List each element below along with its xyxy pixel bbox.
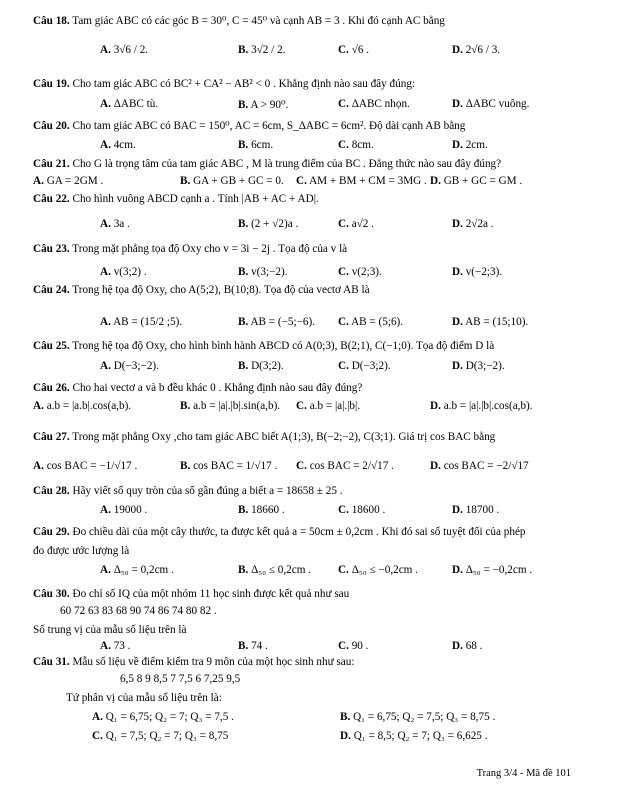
- answer-option[interactable]: [238, 316, 315, 328]
- question-text: Mẫu số liệu về điểm kiểm tra 9 môn của một học sinh như sau:: [69, 656, 355, 668]
- option-letter: A.: [100, 139, 111, 151]
- option-letter: D.: [452, 139, 463, 151]
- option-text: 2√6 / 3.: [462, 44, 501, 56]
- option-letter: D.: [452, 564, 463, 576]
- answer-option[interactable]: [100, 640, 130, 652]
- option-text: D(−3;−2).: [110, 360, 159, 372]
- question-number: Câu 20.: [33, 120, 70, 132]
- question-number: Câu 29.: [33, 526, 70, 538]
- option-letter: B.: [238, 139, 249, 151]
- option-text: 2√2a .: [462, 218, 494, 230]
- answer-option[interactable]: [430, 175, 522, 187]
- option-letter: B.: [180, 175, 191, 187]
- option-letter: A.: [100, 44, 111, 56]
- question-text: Trong hệ tọa độ Oxy, cho A(5;2), B(10;8). Tọa độ của vectơ AB là: [69, 284, 370, 296]
- question-text: Đo chỉ số IQ của một nhóm 11 học sinh được kết quả như sau: [69, 588, 350, 600]
- option-letter: B.: [180, 460, 191, 472]
- option-text: ΔABC nhọn.: [348, 98, 410, 110]
- option-letter: D.: [452, 218, 463, 230]
- option-letter: C.: [92, 730, 103, 742]
- option-text: D(3;2).: [248, 360, 284, 372]
- option-text: AB = (15/2 ;5).: [110, 316, 183, 328]
- answer-option[interactable]: [452, 44, 500, 56]
- answer-option[interactable]: [430, 460, 529, 472]
- page-footer: Trang 3/4 - Mã đề 101: [476, 768, 571, 779]
- option-letter: A.: [100, 564, 111, 576]
- option-text: 4cm.: [110, 139, 136, 151]
- option-text: 6cm.: [248, 139, 274, 151]
- option-letter: B.: [238, 564, 249, 576]
- option-letter: A.: [33, 175, 44, 187]
- question-stem: [33, 158, 501, 170]
- option-text: a.b = |a|.|b|.sin(a,b).: [190, 400, 281, 412]
- question-text: Trong mặt phẳng Oxy ,cho tam giác ABC biết A(1;3), B(−2;−2), C(3;1). Giá trị cos BAC bằng: [69, 431, 496, 443]
- answer-option[interactable]: [100, 564, 174, 576]
- option-text: Δ₅₀ = −0,2cm .: [462, 564, 533, 576]
- option-letter: A.: [92, 711, 103, 723]
- option-letter: B.: [238, 316, 249, 328]
- question-stem: [33, 485, 343, 497]
- answer-option[interactable]: [92, 730, 228, 742]
- option-text: D(3;−2).: [462, 360, 505, 372]
- option-text: 3√2 / 2.: [248, 44, 286, 56]
- answer-option[interactable]: [338, 139, 374, 151]
- question-stem: [33, 431, 495, 443]
- option-letter: D.: [452, 504, 463, 516]
- question-stem: [33, 588, 349, 600]
- answer-option[interactable]: [338, 44, 369, 56]
- option-text: v(3;2) .: [110, 266, 147, 278]
- option-letter: C.: [338, 564, 349, 576]
- option-text: 3√6 / 2.: [110, 44, 149, 56]
- option-letter: B.: [180, 400, 191, 412]
- option-text: v(3;−2).: [248, 266, 288, 278]
- answer-option[interactable]: [452, 504, 499, 516]
- question-text: Cho G là trọng tâm của tam giác ABC , M là trung điểm của BC . Đẳng thức nào sau đây đúng?: [69, 158, 502, 170]
- question-number: Câu 30.: [33, 588, 70, 600]
- question-number: Câu 25.: [33, 340, 70, 352]
- option-letter: B.: [238, 504, 249, 516]
- question-number: Câu 24.: [33, 284, 70, 296]
- option-text: cos BAC = −2/√17: [440, 460, 529, 472]
- answer-option[interactable]: [100, 360, 159, 372]
- option-text: AB = (−5;−6).: [248, 316, 316, 328]
- question-number: Câu 27.: [33, 431, 70, 443]
- question-number: Câu 28.: [33, 485, 70, 497]
- option-letter: C.: [338, 44, 349, 56]
- question-extra-text: 60 72 63 83 68 90 74 86 74 80 82 .: [60, 605, 217, 617]
- option-letter: A.: [100, 98, 111, 110]
- option-text: D(−3;2).: [348, 360, 391, 372]
- option-letter: A.: [100, 360, 111, 372]
- option-letter: B.: [238, 44, 249, 56]
- answer-option[interactable]: [338, 360, 391, 372]
- answer-option[interactable]: [238, 139, 273, 151]
- option-letter: D.: [452, 360, 463, 372]
- question-stem: [33, 284, 370, 296]
- option-text: 8cm.: [348, 139, 374, 151]
- answer-option[interactable]: [340, 730, 488, 742]
- answer-option[interactable]: [100, 139, 136, 151]
- answer-option[interactable]: [238, 360, 284, 372]
- option-text: 18600 .: [348, 504, 386, 516]
- option-text: AB = (15;10).: [462, 316, 529, 328]
- option-letter: C.: [338, 640, 349, 652]
- answer-option[interactable]: [452, 316, 528, 328]
- option-text: AB = (5;6).: [348, 316, 404, 328]
- option-letter: A.: [100, 266, 111, 278]
- option-letter: A.: [33, 460, 44, 472]
- option-letter: B.: [238, 640, 249, 652]
- option-text: cos BAC = 2/√17 .: [306, 460, 394, 472]
- question-extra-text: Số trung vị của mẫu số liệu trên là: [33, 624, 187, 636]
- question-number: Câu 22.: [33, 193, 70, 205]
- option-text: GB + GC = GM .: [440, 175, 523, 187]
- option-letter: A.: [100, 316, 111, 328]
- option-letter: B.: [238, 266, 249, 278]
- option-letter: B.: [238, 99, 249, 111]
- question-extra-text: Tứ phân vị của mẫu số liệu trên là:: [66, 692, 222, 704]
- answer-option[interactable]: [180, 175, 284, 187]
- option-text: 90 .: [348, 640, 369, 652]
- option-letter: C.: [338, 266, 349, 278]
- option-text: cos BAC = 1/√17 .: [190, 460, 278, 472]
- question-text: Cho tam giác ABC có BC² + CA² − AB² < 0 . Khẳng định nào sau đây đúng:: [69, 78, 416, 90]
- question-stem: [33, 382, 362, 394]
- option-letter: C.: [338, 360, 349, 372]
- answer-option[interactable]: [33, 175, 103, 187]
- option-letter: D.: [452, 266, 463, 278]
- question-text: Trong mặt phẳng tọa độ Oxy cho v = 3i − 2j . Tọa độ của v là: [69, 243, 348, 255]
- question-text: Hãy viết số quy tròn của số gần đúng a biết a = 18658 ± 25 .: [69, 485, 343, 497]
- question-stem: [33, 119, 465, 132]
- option-letter: C.: [296, 175, 307, 187]
- option-text: A > 90⁰.: [248, 99, 289, 111]
- option-text: a.b = |a|.|b|.: [306, 400, 361, 412]
- option-letter: D.: [430, 175, 441, 187]
- answer-option[interactable]: [338, 640, 368, 652]
- question-stem: [33, 340, 494, 352]
- question-number: Câu 23.: [33, 243, 70, 255]
- option-letter: A.: [100, 218, 111, 230]
- answer-option[interactable]: [338, 564, 418, 576]
- question-stem: [33, 14, 445, 27]
- answer-option[interactable]: [100, 44, 148, 56]
- answer-option[interactable]: [430, 400, 533, 412]
- question-stem: [33, 193, 319, 205]
- option-text: GA + GB + GC = 0.: [190, 175, 284, 187]
- option-text: 19000 .: [110, 504, 148, 516]
- option-text: Δ₅₀ ≤ 0,2cm .: [248, 564, 312, 576]
- question-text: Cho hai vectơ a và b đều khác 0 . Khẳng định nào sau đây đúng?: [69, 382, 363, 394]
- answer-option[interactable]: [296, 175, 427, 187]
- option-letter: D.: [340, 730, 351, 742]
- option-letter: C.: [296, 460, 307, 472]
- question-extra-text: 6,5 8 9 8,5 7 7,5 6 7,25 9,5: [120, 673, 241, 685]
- option-letter: B.: [238, 218, 249, 230]
- answer-option[interactable]: [338, 98, 410, 110]
- option-letter: D.: [452, 98, 463, 110]
- answer-option[interactable]: [238, 564, 311, 576]
- option-text: 68 .: [462, 640, 483, 652]
- option-letter: D.: [452, 316, 463, 328]
- question-number: Câu 19.: [33, 78, 70, 90]
- question-stem: [33, 526, 526, 538]
- option-text: Q₁ = 8,5; Q₂ = 7; Q₃ = 6,625 .: [350, 730, 488, 742]
- question-number: Câu 26.: [33, 382, 70, 394]
- option-text: Q₁ = 6,75; Q₂ = 7,5; Q₃ = 8,75 .: [350, 711, 496, 723]
- question-number: Câu 31.: [33, 656, 70, 668]
- option-text: a.b = |a.b|.cos(a,b).: [43, 400, 132, 412]
- answer-option[interactable]: [338, 218, 374, 230]
- answer-option[interactable]: [100, 504, 147, 516]
- option-letter: A.: [100, 640, 111, 652]
- question-extra-text: đo được ước lượng là: [33, 545, 130, 557]
- answer-option[interactable]: [452, 98, 529, 110]
- answer-option[interactable]: [452, 360, 505, 372]
- option-text: ΔABC vuông.: [462, 98, 530, 110]
- answer-option[interactable]: [33, 400, 131, 412]
- question-stem: [33, 656, 354, 668]
- option-text: Q₁ = 6,75; Q₂ = 7; Q₃ = 7,5 .: [102, 711, 234, 723]
- answer-option[interactable]: [238, 504, 285, 516]
- answer-option[interactable]: [452, 139, 488, 151]
- answer-option[interactable]: [100, 218, 130, 230]
- option-text: GA = 2GM .: [43, 175, 104, 187]
- option-letter: D.: [430, 400, 441, 412]
- option-letter: B.: [340, 711, 351, 723]
- option-letter: D.: [452, 640, 463, 652]
- answer-option[interactable]: [296, 460, 394, 472]
- answer-option[interactable]: [338, 504, 385, 516]
- option-text: ΔABC tù.: [110, 98, 159, 110]
- option-letter: D.: [452, 44, 463, 56]
- option-text: 18700 .: [462, 504, 500, 516]
- answer-option[interactable]: [238, 218, 298, 230]
- question-text: Cho hình vuông ABCD cạnh a . Tính |AB + AC + AD|.: [69, 193, 319, 205]
- answer-option[interactable]: [338, 266, 382, 278]
- question-text: Đo chiều dài của một cây thước, ta được kết quả a = 50cm ± 0,2cm . Khi đó sai số tuyệt đối của phép: [69, 526, 526, 538]
- answer-option[interactable]: [238, 44, 285, 56]
- option-text: (2 + √2)a .: [248, 218, 299, 230]
- option-text: 2cm.: [462, 139, 488, 151]
- answer-option[interactable]: [238, 98, 288, 111]
- answer-option[interactable]: [100, 316, 182, 328]
- option-letter: C.: [338, 316, 349, 328]
- question-text: Tam giác ABC có các góc B = 30⁰, C = 45⁰ và cạnh AB = 3 . Khi đó cạnh AC bằng: [69, 15, 445, 27]
- option-text: AM + BM + CM = 3MG .: [306, 175, 427, 187]
- option-letter: A.: [100, 504, 111, 516]
- answer-option[interactable]: [238, 266, 288, 278]
- option-letter: B.: [238, 360, 249, 372]
- option-letter: C.: [296, 400, 307, 412]
- question-number: Câu 21.: [33, 158, 70, 170]
- option-text: Δ₅₀ ≤ −0,2cm .: [348, 564, 418, 576]
- answer-option[interactable]: [452, 564, 532, 576]
- option-letter: C.: [338, 218, 349, 230]
- option-text: 74 .: [248, 640, 268, 652]
- option-letter: C.: [338, 98, 349, 110]
- answer-option[interactable]: [100, 266, 147, 278]
- answer-option[interactable]: [33, 460, 137, 472]
- option-text: 18660 .: [248, 504, 285, 516]
- question-text: Trong hệ tọa độ Oxy, cho hình bình hành ABCD có A(0;3), B(2;1), C(−1;0). Tọa độ điểm D là: [69, 340, 495, 352]
- answer-option[interactable]: [100, 98, 158, 110]
- option-text: v(−2;3).: [462, 266, 503, 278]
- answer-option[interactable]: [238, 640, 268, 652]
- option-letter: C.: [338, 139, 349, 151]
- option-text: Δ₅₀ = 0,2cm .: [110, 564, 174, 576]
- option-text: 3a .: [110, 218, 130, 230]
- question-stem: [33, 78, 415, 90]
- answer-option[interactable]: [180, 460, 277, 472]
- option-text: a√2 .: [348, 218, 374, 230]
- option-letter: C.: [338, 504, 349, 516]
- question-stem: [33, 243, 347, 255]
- option-text: 73 .: [110, 640, 131, 652]
- option-text: a.b = |a|.|b|.cos(a,b).: [440, 400, 533, 412]
- answer-option[interactable]: [338, 316, 403, 328]
- answer-option[interactable]: [296, 400, 360, 412]
- option-text: √6 .: [348, 44, 370, 56]
- question-number: Câu 18.: [33, 15, 70, 27]
- answer-option[interactable]: [180, 400, 280, 412]
- answer-option[interactable]: [452, 218, 494, 230]
- answer-option[interactable]: [340, 711, 495, 723]
- answer-option[interactable]: [92, 711, 234, 723]
- answer-option[interactable]: [452, 640, 482, 652]
- answer-option[interactable]: [452, 266, 502, 278]
- option-letter: D.: [430, 460, 441, 472]
- question-text: Cho tam giác ABC có BAC = 150⁰, AC = 6cm, S_ΔABC = 6cm². Độ dài cạnh AB bằng: [69, 120, 466, 132]
- option-text: v(2;3).: [348, 266, 382, 278]
- option-text: Q₁ = 7,5; Q₂ = 7; Q₃ = 8,75: [102, 730, 229, 742]
- option-letter: A.: [33, 400, 44, 412]
- option-text: cos BAC = −1/√17 .: [43, 460, 138, 472]
